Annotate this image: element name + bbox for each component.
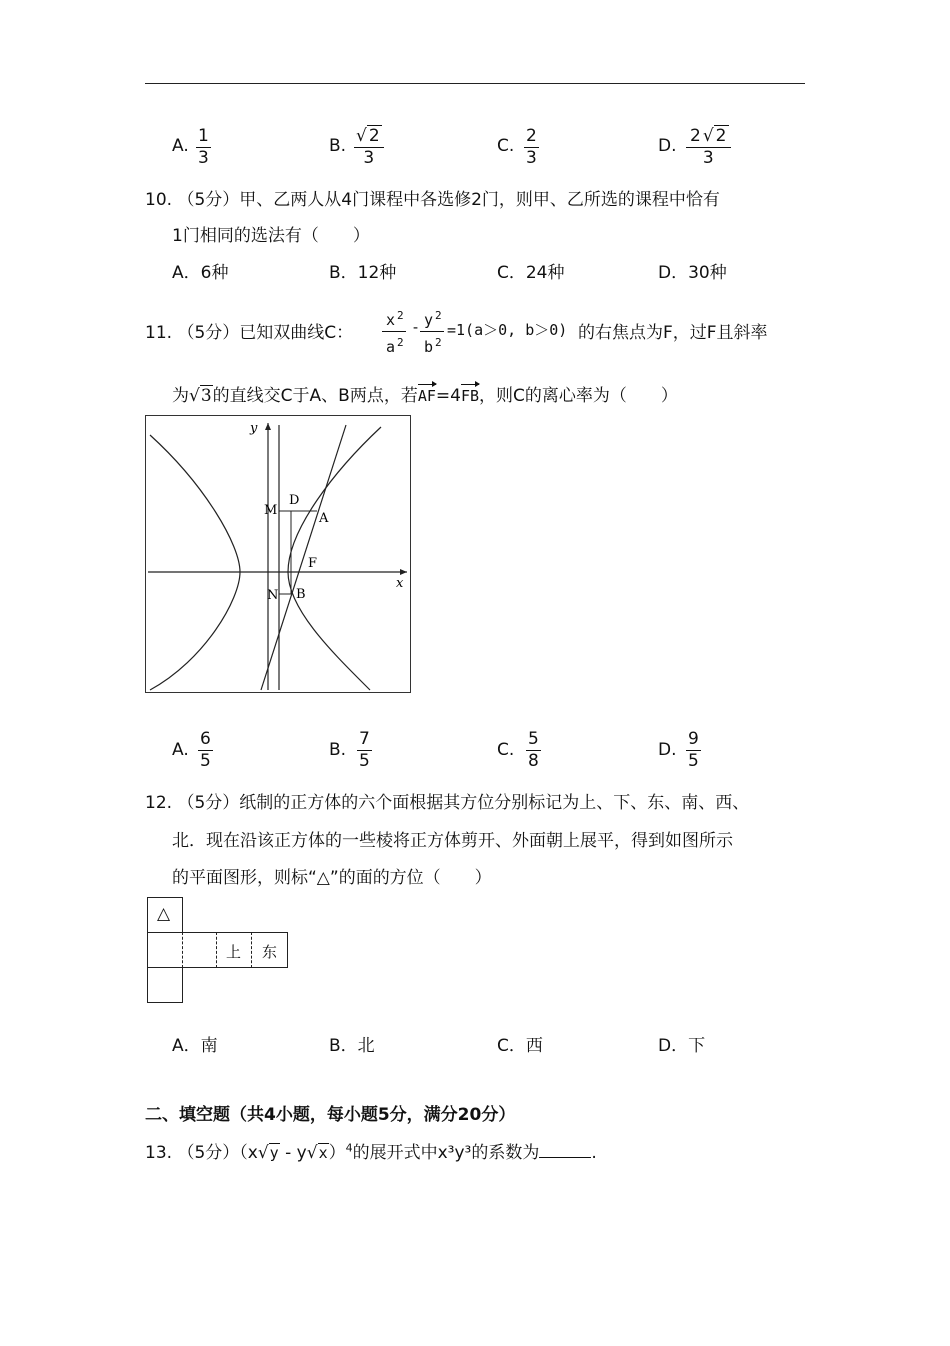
q12-line3: 的平面图形，则标“△”的面的方位（ ） <box>172 868 492 888</box>
label-f: F <box>308 556 318 571</box>
line-ab <box>261 425 346 690</box>
net-cell-bottom <box>147 967 183 1003</box>
q12-option-d[interactable]: D．下 <box>658 1036 706 1056</box>
left-branch <box>150 435 240 690</box>
label-m: M <box>264 503 278 518</box>
y-axis-arrow <box>265 423 271 430</box>
net-label-east: 东 <box>262 943 278 961</box>
net-dash-2 <box>216 932 217 968</box>
q11-option-a[interactable]: A. <box>172 740 189 760</box>
cube-net <box>146 897 288 1003</box>
q10-option-b[interactable]: B．12种 <box>329 263 397 283</box>
q11-line2: 为√3的直线交C于A、B两点，若AF=4FB，则C的离心率为（ ） <box>172 386 678 406</box>
label-n: N <box>267 588 279 603</box>
label-a: A <box>319 511 329 526</box>
q12-option-c[interactable]: C．西 <box>497 1036 543 1056</box>
q12-option-a[interactable]: A．南 <box>172 1036 218 1056</box>
q11-option-a-frac: 6 5 <box>200 729 211 771</box>
q9-option-b[interactable]: B. <box>329 136 347 156</box>
q9-option-a[interactable]: A. <box>172 136 189 156</box>
q12-option-b[interactable]: B．北 <box>329 1036 375 1056</box>
q9-option-c-frac: 2 3 <box>526 126 537 168</box>
label-d: D <box>289 493 300 508</box>
q10-option-d[interactable]: D．30种 <box>658 263 727 283</box>
q10-line1: 10. （5分）甲、乙两人从4门课程中各选修2门，则甲、乙所选的课程中恰有 <box>145 190 720 210</box>
net-dash-1 <box>182 932 183 968</box>
q10-line2: 1门相同的选法有（ ） <box>172 226 370 246</box>
section2-title: 二、填空题（共4小题，每小题5分，满分20分） <box>145 1105 516 1125</box>
net-dash-top <box>147 932 183 933</box>
q10-option-a[interactable]: A．6种 <box>172 263 229 283</box>
q9-option-d[interactable]: D. <box>658 136 677 156</box>
q9-option-b-frac: √ 2 3 <box>354 127 384 168</box>
net-label-up: 上 <box>226 943 242 961</box>
hyperbola-graph <box>145 415 411 693</box>
q12-line1: 12. （5分）纸制的正方体的六个面根据其方位分别标记为上、下、东、南、西、 <box>145 793 750 813</box>
net-cell-triangle: △ <box>147 897 183 933</box>
top-rule <box>145 83 805 84</box>
graph-frame <box>146 416 411 693</box>
q11-eq-tail: =1(a＞0, b＞0) <box>447 321 568 339</box>
label-y: y <box>250 421 258 436</box>
q11-minus: - <box>411 318 421 336</box>
q11-frac-x: x $^2$ a $^2$ <box>382 306 406 357</box>
q11-suffix: 的右焦点为F，过F且斜率 <box>578 323 768 343</box>
q13-line: 13. （5分）（x√y - y√x）$^4$的展开式中x³y³的系数为 . <box>145 1141 597 1163</box>
label-b: B <box>296 587 306 602</box>
q9-option-a-frac: 1 3 <box>198 126 209 168</box>
q11-option-c-frac: 5 8 <box>528 729 539 771</box>
q9-option-c[interactable]: C. <box>497 136 515 156</box>
q11-option-d[interactable]: D. <box>658 740 677 760</box>
label-x: x <box>396 576 404 591</box>
q11-frac-y: y $^2$ b $^2$ <box>420 306 444 357</box>
q11-option-d-frac: 9 5 <box>688 729 699 771</box>
q13-answer-blank[interactable] <box>539 1143 591 1158</box>
x-axis-arrow <box>400 569 407 575</box>
right-branch <box>288 427 381 690</box>
q10-option-c[interactable]: C．24种 <box>497 263 565 283</box>
q11-option-b[interactable]: B. <box>329 740 347 760</box>
q11-option-b-frac: 7 5 <box>359 729 370 771</box>
q12-line2: 北．现在沿该正方体的一些棱将正方体剪开、外面朝上展平，得到如图所示 <box>172 831 733 851</box>
net-dash-3 <box>251 932 252 968</box>
q9-option-d-frac: 2 √ 2 3 <box>686 127 731 168</box>
q11-option-c[interactable]: C. <box>497 740 515 760</box>
q11-prefix: 11. （5分）已知双曲线C： <box>145 323 354 343</box>
